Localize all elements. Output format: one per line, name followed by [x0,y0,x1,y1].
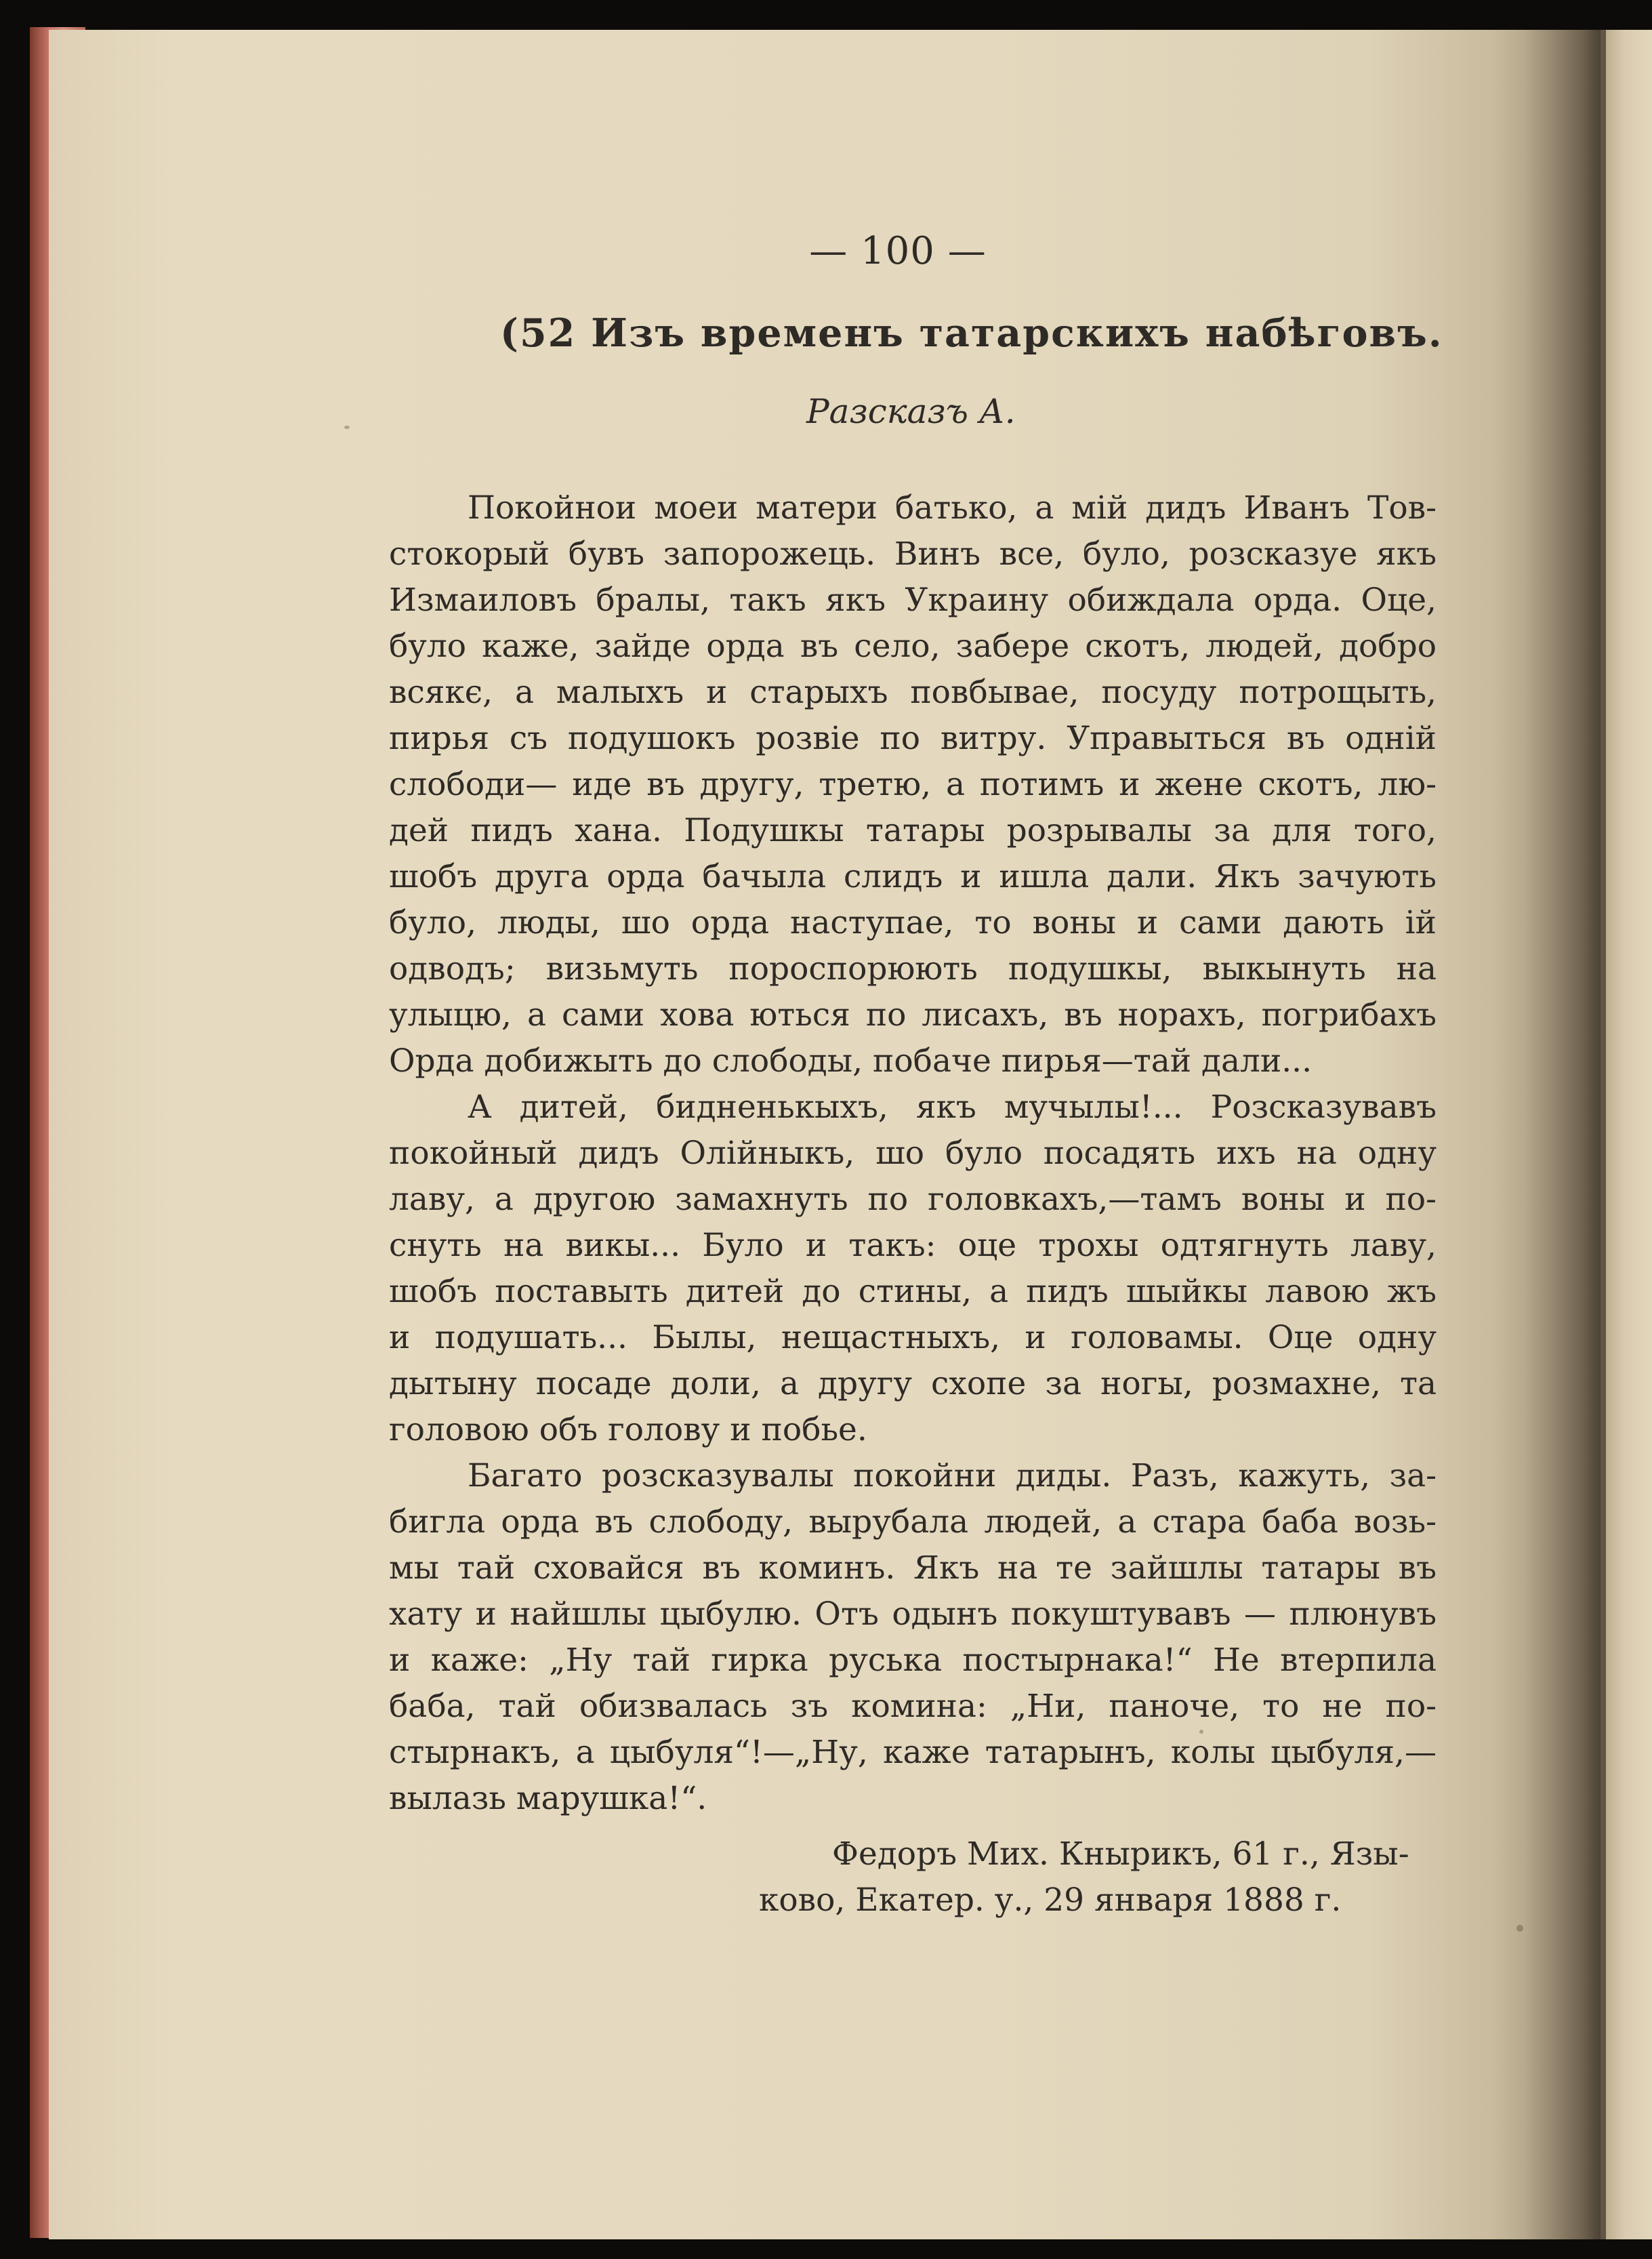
body-line: вылазь марушка!“. [389,1780,707,1817]
body-line: пирья съ подушокъ розвіе по витру. Управыться въ одній [389,720,1437,757]
body-line: одводъ; визьмуть пороспорюють подушкы, выкынуть на [389,950,1437,988]
signature-line-2: ково, Екатер. у., 29 января 1888 г. [759,1881,1342,1919]
body-line: всякє, а малыхъ и старыхъ повбывае, посуду потрощыть, [389,674,1437,711]
body-line: улыцю, а сами хова ються по лисахъ, въ норахъ, погрибахъ [389,996,1437,1034]
body-line: шобъ друга орда бачыла слидъ и ишла дали. Якъ зачують [389,858,1437,895]
body-line: було каже, зайде орда въ село, забере скотъ, людей, добро [389,628,1437,665]
page-number: — 100 — [809,229,987,273]
body-line: шобъ поставыть дитей до стины, а пидъ шыйкы лавою жъ [389,1273,1437,1310]
paper-speck [344,426,350,429]
body-line: и каже: „Ну тай гирка руська постырнака!“ Не втерпила [389,1642,1437,1679]
story-subtitle: Разсказъ А. [806,392,1016,431]
story-title: (52 Изъ временъ татарскихъ набѣговъ. [500,310,1443,356]
body-line: хату и найшлы цыбулю. Отъ одынъ покуштувавъ — плюнувъ [389,1595,1437,1633]
body-line: стырнакъ, а цыбуля“!—„Ну, каже татарынъ, колы цыбуля,— [389,1734,1437,1771]
paper-speck [1516,1925,1523,1932]
body-line: баба, тай обизвалась зъ комина: „Ни, паноче, то не по- [389,1688,1437,1725]
body-line: дытыну посаде доли, а другу схопе за ногы, розмахне, та [389,1365,1437,1402]
signature-line-1: Федоръ Мих. Кнырикъ, 61 г., Язы- [832,1835,1409,1873]
body-line: було, люды, шо орда наступае, то воны и сами дають ій [389,904,1437,941]
gutter-shadow [1525,30,1606,2239]
body-line: А дитей, бидненькыхъ, якъ мучылы!... Розсказувавъ [468,1088,1437,1126]
body-line: бигла орда въ слободу, вырубала людей, а стара баба возь- [389,1503,1437,1541]
body-line: Покойнои моеи матери батько, а мій дидъ Иванъ Тов- [468,489,1437,527]
body-line: слободи— иде въ другу, третю, а потимъ и жене скотъ, лю- [389,766,1437,803]
body-line: головою объ голову и побье. [389,1411,867,1448]
body-line: Багато розсказувалы покойни диды. Разъ, кажуть, за- [468,1457,1437,1494]
body-line: снуть на викы... Було и такъ: оце трохы одтягнуть лаву, [389,1227,1437,1264]
body-line: стокорый бувъ запорожець. Винъ все, було, розсказуе якъ [389,535,1437,573]
body-line: покойный дидъ Олійныкъ, шо було посадять ихъ на одну [389,1135,1437,1172]
body-line: дей пидъ хана. Подушкы татары розрывалы за для того, [389,812,1437,849]
body-line: Измаиловъ бралы, такъ якъ Украину обиждала орда. Оце, [389,582,1437,619]
body-line: мы тай сховайся въ коминъ. Якъ на те зайшлы татары въ [389,1549,1437,1587]
body-line: лаву, а другою замахнуть по головкахъ,—тамъ воны и по- [389,1181,1437,1218]
body-line: Орда добижыть до слободы, побаче пирья—тай дали... [389,1042,1313,1080]
paper-speck [1199,1730,1203,1734]
body-line: и подушать... Былы, нещастныхъ, и головамы. Оце одну [389,1319,1437,1356]
